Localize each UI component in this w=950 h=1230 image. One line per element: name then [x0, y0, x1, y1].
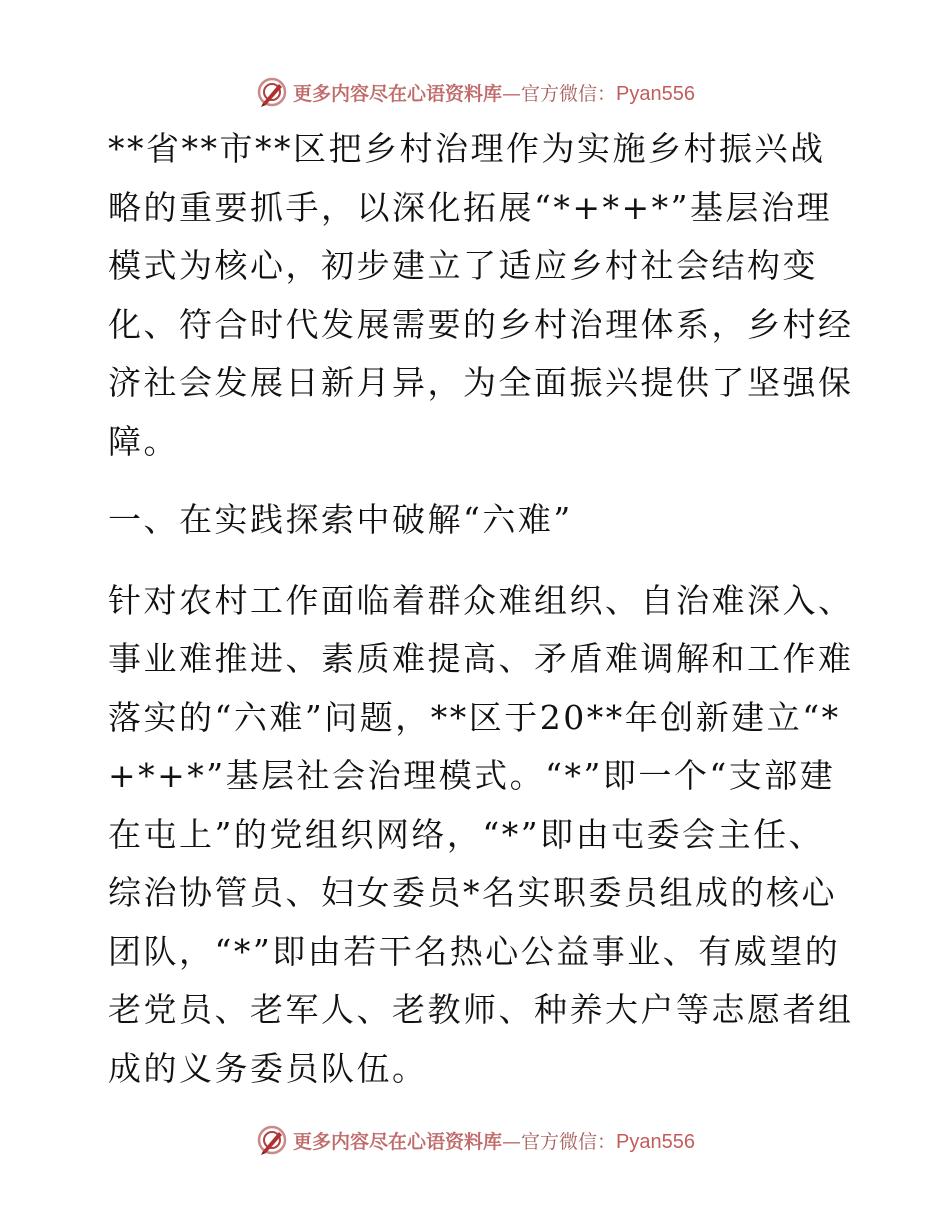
- watermark-text: [293, 79, 695, 106]
- document-body: [98, 120, 854, 1098]
- intro-paragraph: **省**市**区把乡村治理作为实施乡村振兴战略的重要抓手，以深化拓展“*+*+*”基层治理模式为核心，初步建立了适应乡村社会结构变化、符合时代发展需要的乡村治理体系，乡村经济社会发展日新月异，为全面振兴提供了坚强保障。: [108, 129, 854, 461]
- watermark-wechat-id: Pyan556: [616, 82, 695, 105]
- watermark-dash: —: [502, 82, 522, 105]
- body-paragraph: 针对农村工作面临着群众难组织、自治难深入、事业难推进、素质难提高、矛盾难调解和工作难落实的“六难”问题，**区于20**年创新建立“*+*+*”基层社会治理模式。“*”即一个“支部建在屯上”的党组织网络，“*”即由屯委会主任、综治协管员、妇女委员*名实职委员组成的核心团队，“*”即由若干名热心公益事业、有威望的老党员、老军人、老教师、种养大户等志愿者组成的义务委员队伍。: [108, 580, 854, 1088]
- watermark-dash: —: [502, 1130, 522, 1153]
- watermark-wechat-label: 官方微信：: [521, 82, 617, 105]
- pen-logo-icon: [255, 75, 289, 109]
- watermark-main-text: 更多内容尽在心语资料库: [293, 82, 503, 105]
- watermark-main-text: 更多内容尽在心语资料库: [293, 1130, 503, 1153]
- watermark-wechat-id: Pyan556: [616, 1130, 695, 1153]
- header-watermark: [0, 72, 950, 112]
- watermark-text: [293, 1127, 695, 1154]
- watermark-wechat-label: 官方微信：: [521, 1130, 617, 1153]
- footer-watermark: [0, 1120, 950, 1160]
- pen-logo-icon: [255, 1123, 289, 1157]
- section-heading: 一、在实践探索中破解“六难”: [108, 500, 573, 539]
